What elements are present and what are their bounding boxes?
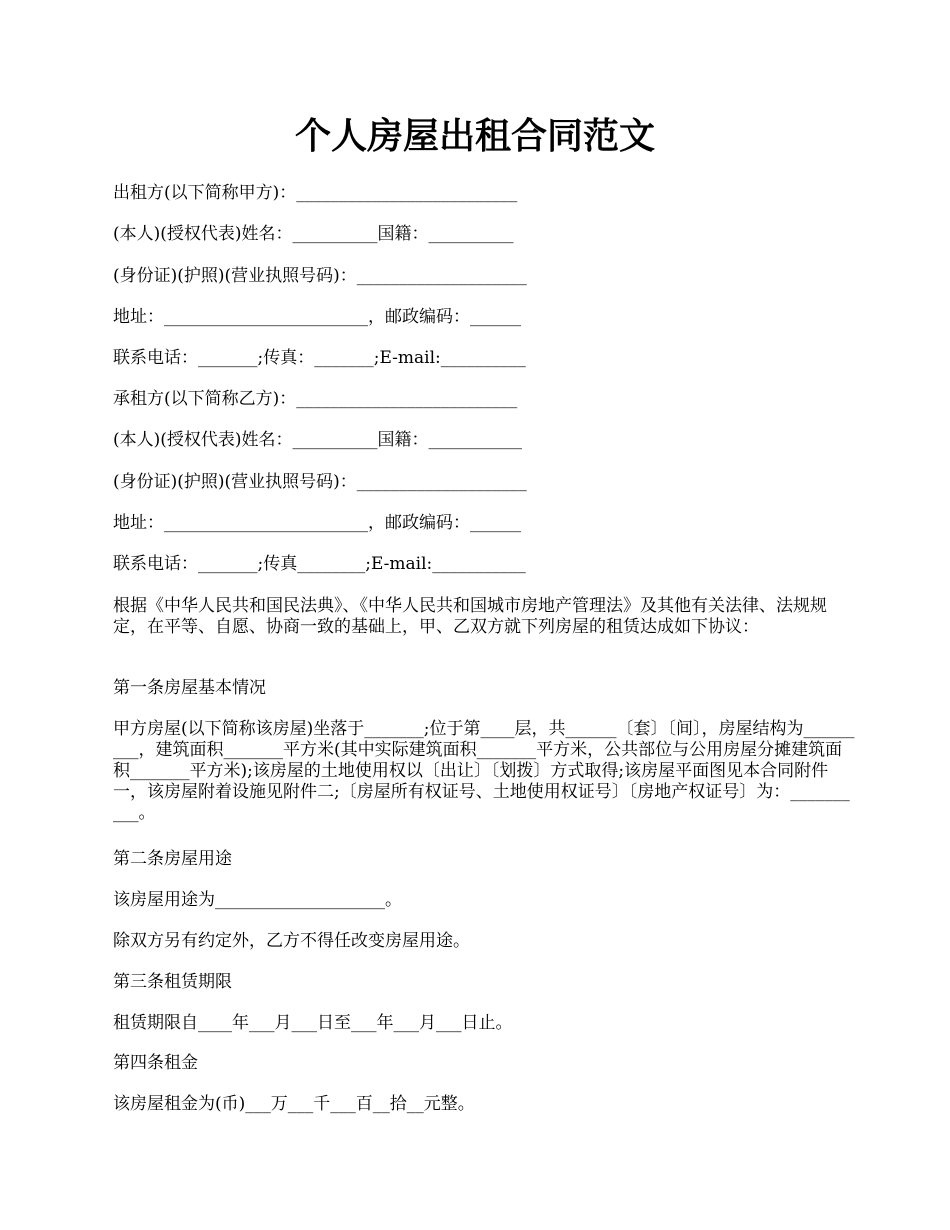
article-2-heading: 第二条房屋用途 (113, 849, 232, 869)
lessee-address-line: 地址：________________________，邮政编码：______ (113, 513, 521, 533)
lessor-name-nationality-line: (本人)(授权代表)姓名：__________国籍：__________ (113, 224, 514, 244)
article-4-rent-line: 该房屋租金为(币)___万___千___百__拾__元整。 (113, 1094, 475, 1114)
lessor-line: 出租方(以下简称甲方)：__________________________ (113, 183, 518, 203)
article-1-heading: 第一条房屋基本情况 (113, 678, 266, 698)
article-3-heading: 第三条租赁期限 (113, 972, 232, 992)
article-1-body: 甲方房屋(以下简称该房屋)坐落于_______;位于第____层，共______〔套〕〔间〕，房屋结构为_________，建筑面积_______平方米(其中实际建筑面积_______平方米，公共部位与公用房屋分摊建筑面积_______平方米);该房屋的土地使用权以〔出让〕〔划拨〕方式取得;该房屋平面图见本合同附件一，该房屋附着设施见附件二;〔房屋所有权证号、土地使用权证号〕〔房地产权证号〕为：__________。 (113, 719, 855, 823)
lessee-id-line: (身份证)(护照)(营业执照号码)：____________________ (113, 472, 527, 492)
article-3-term-line: 租赁期限自____年___月___日至___年___月___日止。 (113, 1013, 513, 1033)
lessee-line: 承租方(以下简称乙方)：__________________________ (113, 389, 518, 409)
lessee-name-nationality-line: (本人)(授权代表)姓名：__________国籍：___________ (113, 430, 523, 450)
lessor-contact-line: 联系电话：_______;传真：_______;E-mail:__________ (113, 348, 526, 368)
preamble-paragraph: 根据《中华人民共和国民法典》、《中华人民共和国城市房地产管理法》及其他有关法律、法规规定，在平等、自愿、协商一致的基础上，甲、乙双方就下列房屋的租赁达成如下协议： (113, 596, 827, 637)
article-2-usage-line: 该房屋用途为____________________。 (113, 890, 402, 910)
article-2-restriction-line: 除双方另有约定外，乙方不得任改变房屋用途。 (113, 931, 470, 951)
lessor-address-line: 地址：________________________，邮政编码：______ (113, 307, 521, 327)
document-title: 个人房屋出租合同范文 (294, 115, 655, 157)
article-4-heading: 第四条租金 (113, 1053, 198, 1073)
lessee-contact-line: 联系电话：_______;传真________;E-mail:___________ (113, 554, 526, 574)
lessor-id-line: (身份证)(护照)(营业执照号码)：____________________ (113, 266, 527, 286)
